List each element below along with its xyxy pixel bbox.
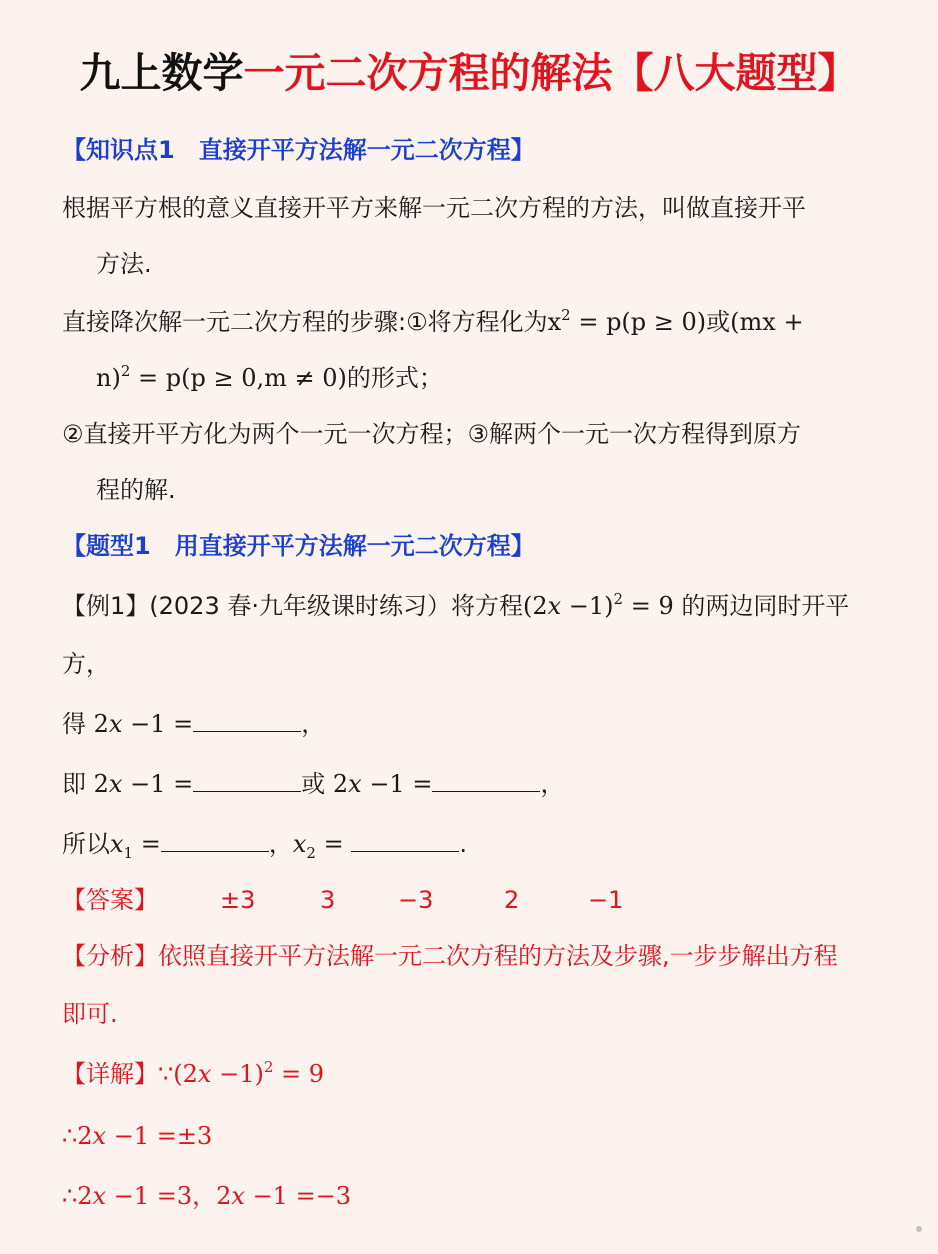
l4-post: ， — [540, 770, 565, 798]
page-title — [0, 40, 938, 99]
knowledge-p2-line1 — [62, 306, 804, 338]
example-suffix: 的两边同时开平 — [673, 592, 850, 620]
answer-blank[interactable] — [193, 769, 301, 792]
l3-pre: 得 — [62, 710, 94, 738]
p2-l2-a: n) — [96, 364, 121, 392]
l4-eq2-a: 2 — [332, 770, 349, 798]
l3-post: ， — [301, 710, 326, 738]
l5-post: . — [459, 830, 467, 858]
p2-sup: 2 — [561, 306, 571, 324]
knowledge-heading: 【知识点1 直接开平方法解一元二次方程】 — [62, 136, 535, 164]
detail-l1-c: = 9 — [273, 1060, 325, 1088]
l5-sub1: 1 — [123, 844, 134, 862]
detail-line2 — [62, 1120, 212, 1152]
detail-l3-b: −1 =3，2 — [106, 1182, 232, 1210]
example-line2: 方， — [62, 650, 110, 678]
detail-l2-a: ∴2 — [62, 1122, 93, 1150]
answer-blank[interactable] — [432, 769, 540, 792]
l5-eq2: = — [315, 830, 352, 858]
knowledge-p3-line1: ②直接开平方化为两个一元一次方程；③解两个一元一次方程得到原方 — [62, 420, 802, 448]
p2-eq1: x — [547, 308, 562, 336]
detail-l2-x: x — [92, 1122, 107, 1150]
detail-line3 — [62, 1180, 351, 1212]
detail-l3-a: ∴2 — [62, 1182, 93, 1210]
p2-eq3: (mx + — [730, 308, 804, 336]
answer-value: ±3 — [220, 886, 256, 914]
example-eq-b: −1) — [561, 592, 614, 620]
p2-l2-sup: 2 — [120, 362, 131, 380]
l4-eq2-b: −1 = — [361, 770, 433, 798]
l4-eq-a: 2 — [93, 770, 109, 798]
title-part-3: 【八大题型】 — [612, 49, 859, 97]
l5-x2: x — [292, 830, 307, 858]
analysis-line1: 【分析】依照直接开平方法解一元二次方程的方法及步骤,一步步解出方程 — [62, 942, 838, 970]
example-eq-x: x — [547, 592, 562, 620]
p2-l2-c: 的形式； — [346, 364, 443, 392]
l5-sep: ， — [268, 830, 293, 858]
detail-line1 — [62, 1058, 324, 1090]
knowledge-p3-line2: 程的解. — [96, 476, 176, 504]
l4-pre: 即 — [62, 770, 94, 798]
example-line1 — [62, 590, 849, 622]
knowledge-p1-line1: 根据平方根的意义直接开平方来解一元二次方程的方法，叫做直接开平 — [62, 194, 806, 222]
detail-l3-c: −1 =−3 — [244, 1182, 352, 1210]
detail-l1-a: ∵(2 — [158, 1060, 198, 1088]
detail-l1-x: x — [197, 1060, 212, 1088]
l3-eq-x: x — [108, 710, 123, 738]
example-line4 — [62, 768, 564, 800]
l5-pre: 所以 — [62, 830, 110, 858]
example-eq-c: = 9 — [623, 592, 674, 620]
l5-eq: = — [133, 830, 161, 858]
p2-l2-b: = p(p ≥ 0,m ≠ 0) — [130, 364, 347, 392]
answer-blank[interactable] — [351, 829, 459, 852]
l3-eq-a: 2 — [93, 710, 109, 738]
example-line3 — [62, 708, 325, 740]
p2-prefix: 直接降次解一元二次方程的步骤:①将方程化为 — [62, 308, 548, 336]
example-line5 — [62, 828, 467, 860]
detail-l3-x2: x — [231, 1182, 245, 1210]
l3-eq-b: −1 = — [122, 710, 194, 738]
p2-or: 或 — [706, 308, 731, 336]
detail-label: 【详解】 — [62, 1060, 158, 1088]
answer-value: 3 — [320, 886, 336, 914]
example-eq-a: (2 — [522, 592, 548, 620]
l5-sub2: 2 — [306, 844, 316, 862]
l4-eq-b: −1 = — [122, 770, 194, 798]
detail-l1-b: −1) — [211, 1060, 264, 1088]
p2-eq2: = p(p ≥ 0) — [570, 308, 707, 336]
l4-eq2-x: x — [348, 770, 362, 798]
detail-l2-b: −1 =±3 — [106, 1122, 213, 1150]
example-prefix: 【例1】(2023 春·九年级课时练习）将方程 — [62, 592, 523, 620]
knowledge-p2-line2 — [96, 362, 443, 394]
corner-dot — [916, 1226, 922, 1232]
detail-l3-x: x — [92, 1182, 107, 1210]
l4-or: 或 — [301, 770, 333, 798]
type1-heading: 【题型1 用直接开平方法解一元二次方程】 — [62, 532, 535, 560]
example-eq-sup: 2 — [613, 590, 624, 608]
detail-l1-sup: 2 — [263, 1058, 274, 1076]
title-part-2: 一元二次方程的解法 — [243, 49, 613, 97]
answer-blank[interactable] — [193, 709, 301, 732]
l4-eq-x: x — [108, 770, 123, 798]
answer-value: −3 — [398, 886, 434, 914]
title-part-1: 九上数学 — [79, 49, 244, 97]
knowledge-p1-line2: 方法. — [96, 250, 152, 278]
l5-x1: x — [110, 830, 124, 858]
answer-value: −1 — [588, 886, 624, 914]
analysis-line2: 即可. — [62, 1000, 118, 1028]
answer-blank[interactable] — [161, 829, 269, 852]
answer-value: 2 — [504, 886, 520, 914]
answer-label: 【答案】 — [62, 886, 158, 914]
answer-line — [62, 884, 623, 916]
